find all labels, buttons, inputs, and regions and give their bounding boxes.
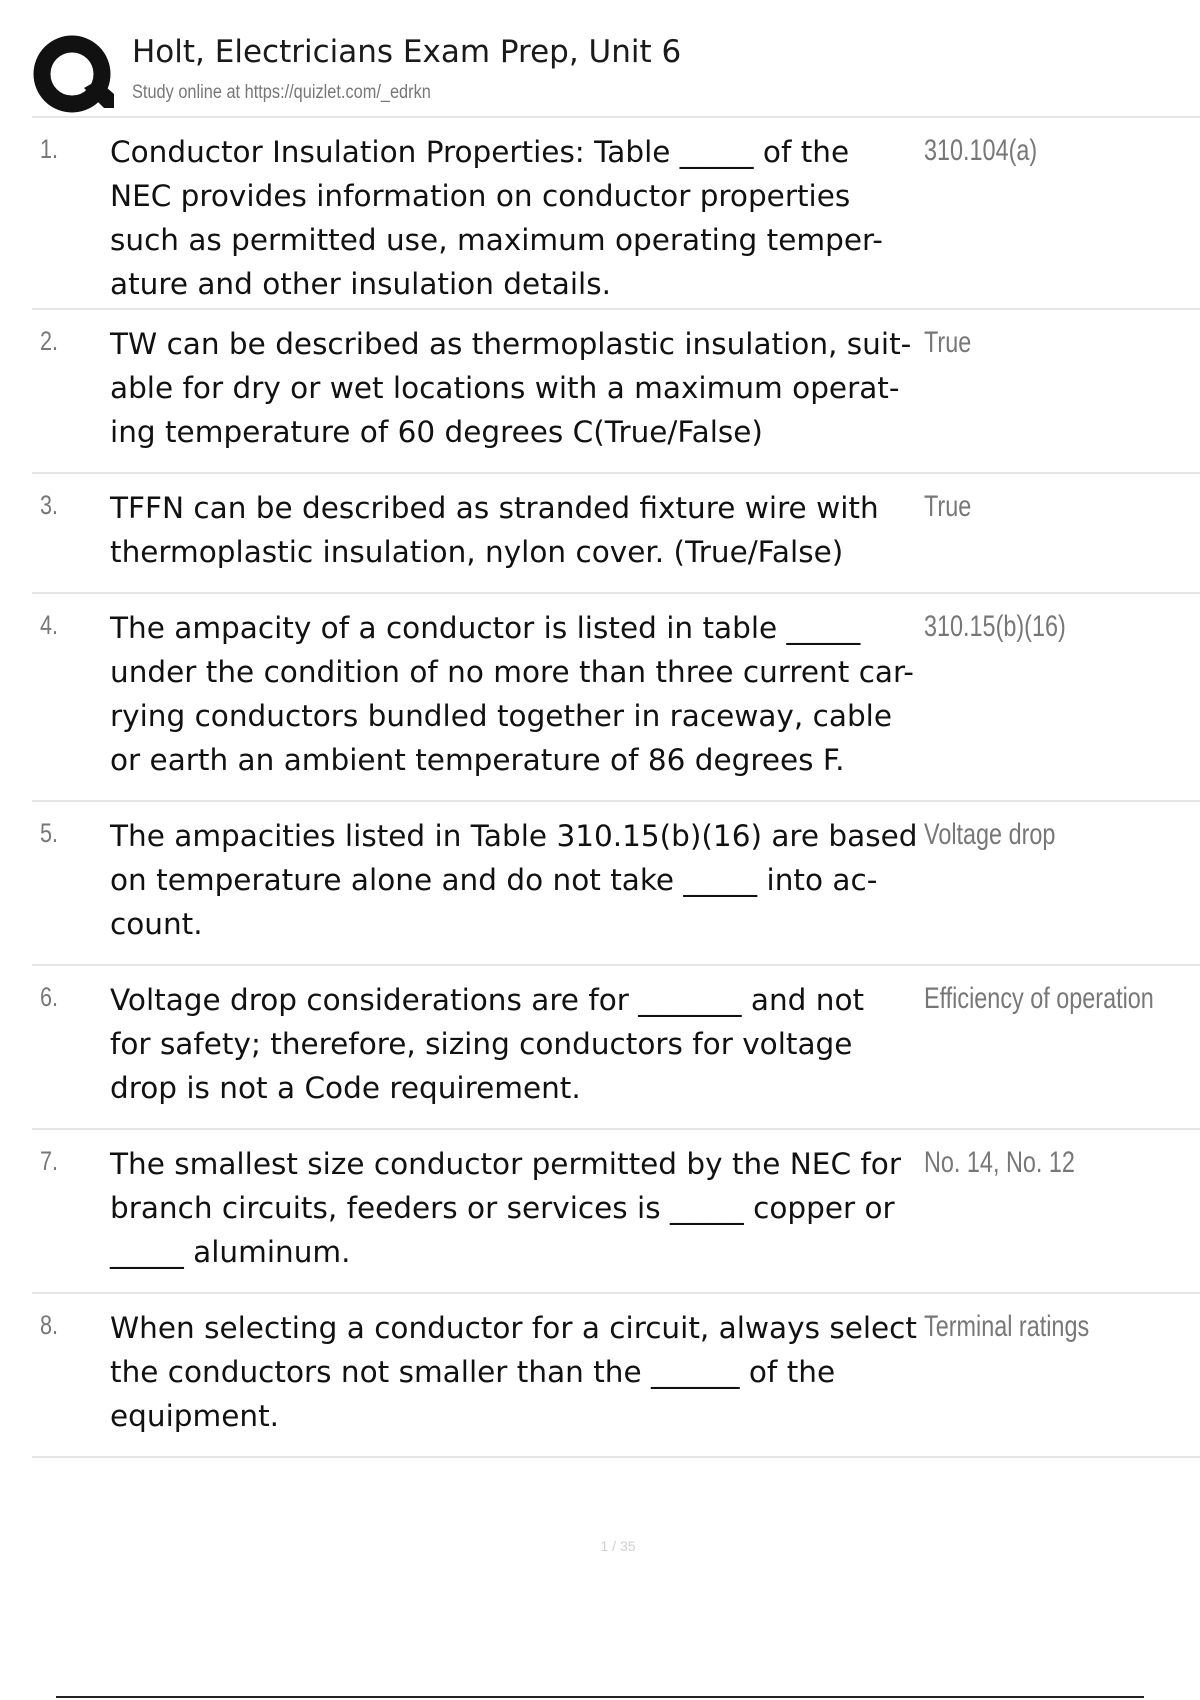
card-definition: Voltage drop — [924, 818, 1056, 851]
flashcard-row — [32, 966, 1200, 1130]
card-definition: True — [924, 490, 972, 523]
card-number: 1. — [40, 134, 59, 164]
flashcard-row — [32, 1130, 1200, 1294]
flashcard-row — [32, 118, 1200, 310]
card-number: 7. — [40, 1146, 59, 1176]
card-number: 8. — [40, 1310, 59, 1340]
flashcard-row — [32, 1294, 1200, 1458]
flashcard-row — [32, 474, 1200, 594]
card-term: Conductor Insulation Properties: Table _____ of the NEC provides information on conductor properties such as permitted use, maximum operating temper- ature and other insulation details. — [110, 135, 883, 301]
page-header — [32, 30, 1200, 118]
card-definition: Efficiency of operation — [924, 982, 1154, 1015]
card-number: 5. — [40, 818, 59, 848]
card-definition: No. 14, No. 12 — [924, 1146, 1075, 1179]
card-term: TFFN can be described as stranded fixture wire with thermoplastic insulation, nylon cover. (True/False) — [110, 491, 879, 569]
bottom-divider — [56, 1696, 1144, 1698]
flashcard-row — [32, 310, 1200, 474]
card-term: TW can be described as thermoplastic insulation, suit- able for dry or wet locations with a maximum operat- ing temperature of 60 degrees C(True/False) — [110, 327, 912, 449]
card-term: The ampacities listed in Table 310.15(b)(16) are based on temperature alone and do not take _____ into ac- count. — [110, 819, 918, 941]
card-definition: True — [924, 326, 972, 359]
card-definition: Terminal ratings — [924, 1310, 1090, 1343]
card-term: The ampacity of a conductor is listed in table _____ under the condition of no more than three current car- rying conductors bundled together in raceway, cable or earth an ambient temperature of 86 degrees F. — [110, 611, 914, 777]
card-term: The smallest size conductor permitted by the NEC for branch circuits, feeders or services is _____ copper or _____ aluminum. — [110, 1147, 901, 1269]
quizlet-logo-icon — [32, 34, 144, 114]
card-definition: 310.104(a) — [924, 134, 1038, 167]
study-online-link[interactable]: Study online at https://quizlet.com/_edrkn — [132, 82, 431, 103]
flashcard-row — [32, 594, 1200, 802]
card-number: 3. — [40, 490, 59, 520]
card-number: 6. — [40, 982, 59, 1012]
flashcard-list — [32, 118, 1200, 1458]
set-title: Holt, Electricians Exam Prep, Unit 6 — [132, 34, 682, 70]
card-definition: 310.15(b)(16) — [924, 610, 1066, 643]
flashcard-row — [32, 802, 1200, 966]
page-number: 1 / 35 — [600, 1538, 636, 1554]
card-term: When selecting a conductor for a circuit, always select the conductors not smaller than the ______ of the equipment. — [110, 1311, 917, 1433]
card-number: 4. — [40, 610, 59, 640]
card-number: 2. — [40, 326, 59, 356]
card-term: Voltage drop considerations are for _______ and not for safety; therefore, sizing conductors for voltage drop is not a Code requirement. — [110, 983, 865, 1105]
